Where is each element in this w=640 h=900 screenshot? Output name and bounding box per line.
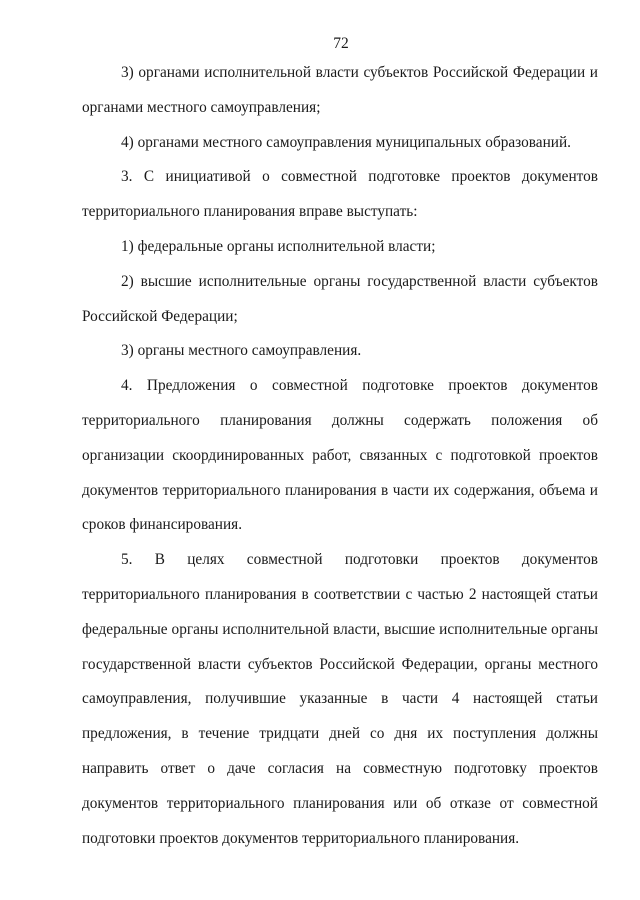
paragraph-section-5: 5. В целях совместной подготовки проектов документов территориального планирования в соответствии с частью 2 настоящей статьи федеральные органы исполнительной власти, высшие исполнительные органы государственной власти субъектов Российской Федерации, органы местного самоуправления, получившие указанные в части 4 настоящей статьи предложения, в течение тридцати дней со дня их поступления должны направить ответ о даче согласия на совместную подготовку проектов документов территориального планирования или об отказе от совместной подготовки проектов документов территориального планирования.	[82, 551, 598, 847]
paragraph-subitem-2: 2) высшие исполнительные органы государственной власти субъектов Российской Федерации;	[82, 272, 598, 325]
paragraph-section-3: 3. С инициативой о совместной подготовке проектов документов территориального планирования вправе выступать:	[82, 168, 598, 221]
page-number: 72	[333, 35, 349, 52]
paragraph-subitem-1: 1) федеральные органы исполнительной власти;	[121, 237, 436, 255]
paragraph-item-4: 4) органами местного самоуправления муниципальных образований.	[121, 133, 571, 151]
paragraph-item-3: 3) органами исполнительной власти субъектов Российской Федерации и органами местного самоуправления;	[82, 64, 598, 116]
document-body	[82, 56, 598, 856]
paragraph-subitem-3: 3) органы местного самоуправления.	[121, 342, 362, 360]
paragraph-section-4: 4. Предложения о совместной подготовке проектов документов территориального планирования должны содержать положения об организации скоординированных работ, связанных с подготовкой проектов документов территориального планирования в части их содержания, объема и сроков финансирования.	[82, 377, 598, 534]
